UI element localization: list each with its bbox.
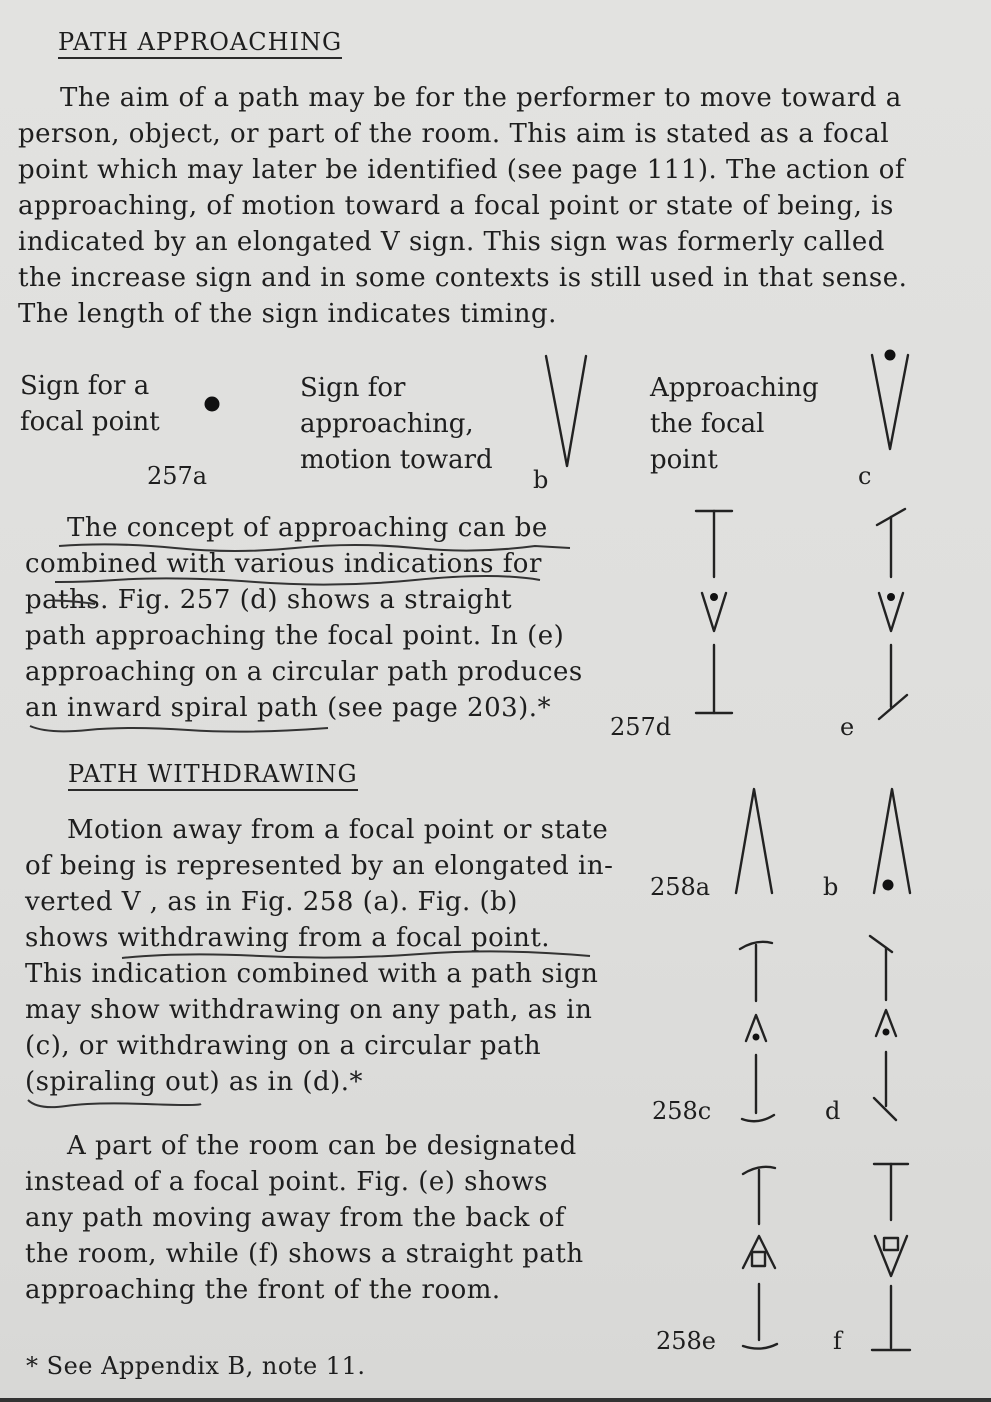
combined-line: paths. Fig. 257 (d) shows a straight [25,585,513,615]
label-line: Sign for a [20,371,150,401]
withdrawing-line: (c), or withdrawing on a circular path [25,1031,542,1061]
withdrawing-sign-258a [730,783,780,898]
caption-257d: 257d [610,713,672,741]
label-line: point [650,445,718,475]
intro-paragraph [18,80,968,332]
room-line: the room, while (f) shows a straight path [25,1239,584,1269]
label-line: approaching, [300,409,474,439]
caption-258f: f [833,1327,842,1355]
caption-258b: b [823,873,839,901]
withdrawing-line: of being is represented by an elongated in- [25,851,614,881]
footnote: * See Appendix B, note 11. [26,1352,366,1380]
intro-line: point which may later be identified (see page 111). The action of [18,155,906,185]
intro-line: approaching, of motion toward a focal point or state of being, is [18,191,894,221]
room-line: any path moving away from the back of [25,1203,565,1233]
focal-point-dot [205,397,220,412]
straight-path-approaching-257d [688,505,744,725]
intro-line: the increase sign and in some contexts is still used in that sense. [18,263,908,293]
path-away-from-back-258e [735,1160,785,1360]
combined-line: combined with various indications for [25,549,542,579]
label-focal-point [20,368,160,440]
room-line: instead of a focal point. Fig. (e) shows [25,1167,549,1197]
pen-underline [26,1096,206,1118]
focal-point-dot [883,880,894,891]
intro-line: indicated by an elongated V sign. This sign was formerly called [18,227,885,257]
heading-path-withdrawing: PATH WITHDRAWING [68,760,358,791]
focal-point-dot [753,1034,760,1041]
caption-257e: e [840,713,855,741]
withdrawing-line: verted V , as in Fig. 258 (a). Fig. (b) [25,887,518,917]
pen-underline [120,948,600,972]
circular-path-approaching-257e [865,505,921,725]
caption-258d: d [825,1097,841,1125]
withdrawing-line: may show withdrawing on any path, as in [25,995,593,1025]
approaching-sign-257b [540,352,592,472]
room-line: approaching the front of the room. [25,1275,501,1305]
heading-path-approaching: PATH APPROACHING [58,28,342,59]
caption-258c: 258c [652,1097,712,1125]
intro-line: The aim of a path may be for the performer to move toward a [60,83,902,113]
withdrawing-line: (spiraling out) as in (d).* [25,1067,364,1097]
caption-257c: c [858,462,872,490]
focal-point-sign-257a [200,392,224,416]
combined-line: The concept of approaching can be [67,513,548,543]
intro-line: The length of the sign indicates timing. [18,299,557,329]
caption-257b: b [533,466,549,494]
label-line: Approaching [650,373,819,403]
caption-258e: 258e [656,1327,717,1355]
focal-point-dot [710,593,718,601]
label-approaching-focal-point [650,370,819,478]
label-line: Sign for [300,373,406,403]
straight-path-to-front-258f [866,1160,916,1360]
combined-line: an inward spiral path (see page 203).* [25,693,552,723]
withdrawing-line: This indication combined with a path sign [25,959,599,989]
circular-path-withdrawing-258d [860,930,910,1125]
combined-line: path approaching the focal point. In (e) [25,621,565,651]
focal-point-dot [885,350,896,361]
caption-258a: 258a [650,873,711,901]
page-bottom-edge [0,1398,991,1402]
label-approaching [300,370,493,478]
pen-underline [28,722,348,742]
label-line: motion toward [300,445,493,475]
intro-line: person, object, or part of the room. This aim is stated as a focal [18,119,890,149]
label-line: focal point [20,407,160,437]
approaching-focal-sign-257c [868,345,914,457]
room-line: A part of the room can be designated [67,1131,577,1161]
straight-path-withdrawing-258c [732,935,782,1130]
withdrawing-focal-sign-258b [868,783,918,898]
room-paragraph [25,1128,610,1308]
pen-underline [55,540,585,614]
withdrawing-line: Motion away from a focal point or state [67,815,609,845]
focal-point-dot [887,593,895,601]
focal-point-dot [883,1029,890,1036]
combined-line: approaching on a circular path produces [25,657,583,687]
caption-257a: 257a [147,462,208,490]
label-line: the focal [650,409,765,439]
withdrawing-line: shows withdrawing from a focal point. [25,923,551,953]
